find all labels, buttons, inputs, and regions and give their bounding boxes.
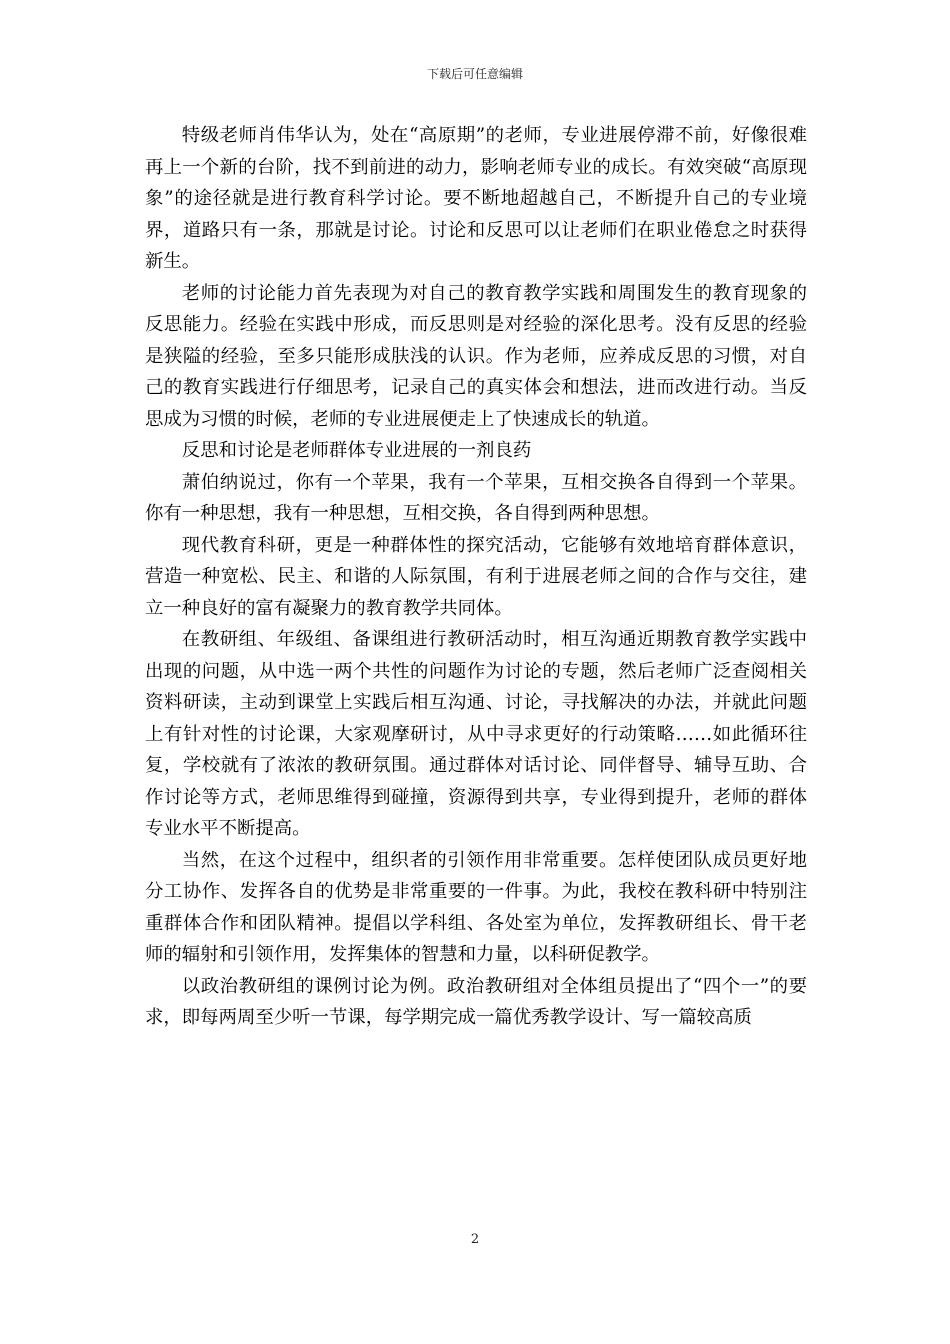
paragraph: 特级老师肖伟华认为，处在“高原期”的老师，专业进展停滞不前，好像很难再上一个新的台阶，找不到前进的动力，影响老师专业的成长。有效突破“高原现象”的途径就是进行教育科学讨论。要不断地超越自己，不断提升自己的专业境界，道路只有一条，那就是讨论。讨论和反思可以让老师们在职业倦怠之时获得新生。 bbox=[145, 125, 807, 272]
document-body bbox=[145, 120, 807, 1034]
page-number: 2 bbox=[470, 1232, 480, 1247]
section-heading: 反思和讨论是老师群体专业进展的一剂良药 bbox=[181, 440, 532, 461]
paragraph: 在教研组、年级组、备课组进行教研活动时，相互沟通近期教育教学实践中出现的问题，从中选一两个共性的问题作为讨论的专题，然后老师广泛查阅相关资料研读，主动到课堂上实践后相互沟通、讨论，寻找解决的办法，并就此问题上有针对性的讨论课，大家观摩研讨，从中寻求更好的行动策略……如此循环往复，学校就有了浓浓的教研氛围。通过群体对话讨论、同伴督导、辅导互助、合作讨论等方式，老师思维得到碰撞，资源得到共享，专业得到提升，老师的群体专业水平不断提高。 bbox=[145, 629, 807, 839]
paragraph: 老师的讨论能力首先表现为对自己的教育教学实践和周围发生的教育现象的反思能力。经验在实践中形成，而反思则是对经验的深化思考。没有反思的经验是狭隘的经验，至多只能形成肤浅的认识。作为老师，应养成反思的习惯，对自己的教育实践进行仔细思考，记录自己的真实体会和想法，进而改进行动。当反思成为习惯的时候，老师的专业进展便走上了快速成长的轨道。 bbox=[145, 282, 807, 430]
paragraph: 以政治教研组的课例讨论为例。政治教研组对全体组员提出了“四个一”的要求，即每两周至少听一节课，每学期完成一篇优秀教学设计、写一篇较高质 bbox=[145, 975, 807, 1028]
paragraph: 当然，在这个过程中，组织者的引领作用非常重要。怎样使团队成员更好地分工协作、发挥各自的优势是非常重要的一件事。为此，我校在教科研中特别注重群体合作和团队精神。提倡以学科组、各处室为单位，发挥教研组长、骨干老师的辐射和引领作用，发挥集体的智慧和力量，以科研促教学。 bbox=[145, 849, 807, 965]
page-header: 下载后可任意编辑 bbox=[426, 67, 523, 81]
paragraph: 萧伯纳说过，你有一个苹果，我有一个苹果，互相交换各自得到一个苹果。你有一种思想，我有一种思想，互相交换，各自得到两种思想。 bbox=[145, 471, 807, 524]
paragraph: 现代教育科研，更是一种群体性的探究活动，它能够有效地培育群体意识，营造一种宽松、民主、和谐的人际氛围，有利于进展老师之间的合作与交往，建立一种良好的富有凝聚力的教育教学共同体。 bbox=[145, 534, 807, 619]
